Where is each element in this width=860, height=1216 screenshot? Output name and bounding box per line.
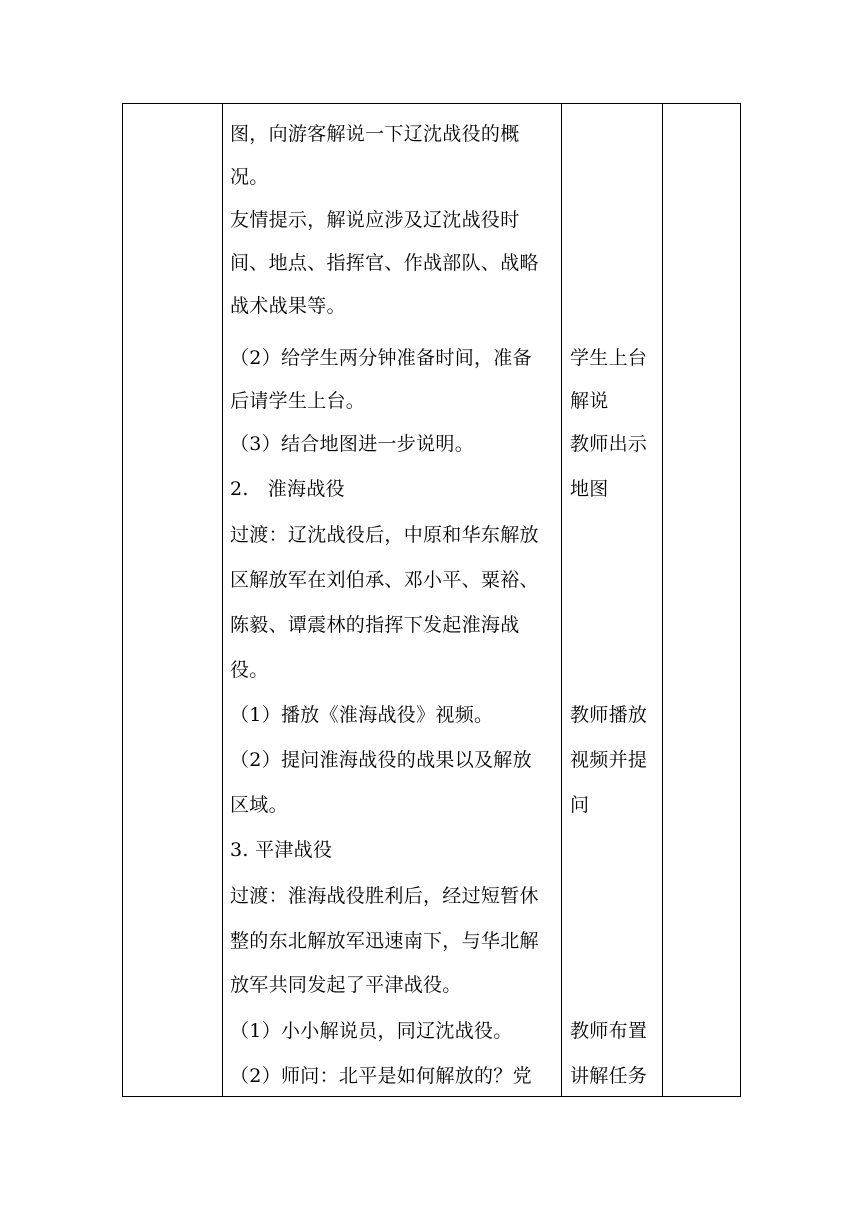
content-line: （2）给学生两分钟准备时间，准备 (230, 347, 532, 369)
column-divider (561, 104, 562, 1096)
section-heading: 3. 平津战役 (230, 839, 333, 861)
content-line: 过渡：辽沈战役后，中原和华东解放 (230, 524, 539, 546)
activity-line: 学生上台 (570, 347, 648, 369)
content-line: 役。 (230, 659, 269, 681)
content-line: （2）提问淮海战役的战果以及解放 (230, 749, 532, 771)
activity-line: 视频并提 (570, 749, 648, 771)
column-divider (222, 104, 223, 1096)
content-line: 间、地点、指挥官、作战部队、战略 (230, 252, 539, 274)
content-line: （3）结合地图进一步说明。 (230, 433, 474, 455)
activity-line: 教师出示 (570, 433, 648, 455)
content-line: 战术战果等。 (230, 295, 346, 317)
lesson-plan-table (122, 103, 741, 1097)
activity-line: 讲解任务 (570, 1065, 648, 1087)
content-line: （1）播放《淮海战役》视频。 (230, 704, 494, 726)
activity-line: 解说 (570, 390, 609, 412)
activity-line: 教师布置 (570, 1020, 648, 1042)
column-divider (662, 104, 663, 1096)
content-line: 况。 (230, 166, 269, 188)
activity-line: 问 (570, 794, 590, 816)
content-line: 后请学生上台。 (230, 390, 366, 412)
content-line: 区域。 (230, 794, 288, 816)
content-line: 友情提示，解说应涉及辽沈战役时 (230, 209, 520, 231)
content-line: 放军共同发起了平津战役。 (230, 974, 462, 996)
activity-line: 教师播放 (570, 704, 648, 726)
section-heading: 2. 淮海战役 (230, 478, 345, 500)
content-line: 陈毅、谭震林的指挥下发起淮海战 (230, 614, 520, 636)
content-line: 图，向游客解说一下辽沈战役的概 (230, 123, 520, 145)
content-line: （2）师问：北平是如何解放的？党 (230, 1065, 532, 1087)
content-line: 区解放军在刘伯承、邓小平、粟裕、 (230, 569, 539, 591)
content-line: 过渡：淮海战役胜利后，经过短暂休 (230, 885, 539, 907)
content-line: （1）小小解说员，同辽沈战役。 (230, 1020, 513, 1042)
content-line: 整的东北解放军迅速南下，与华北解 (230, 930, 539, 952)
activity-line: 地图 (570, 478, 609, 500)
